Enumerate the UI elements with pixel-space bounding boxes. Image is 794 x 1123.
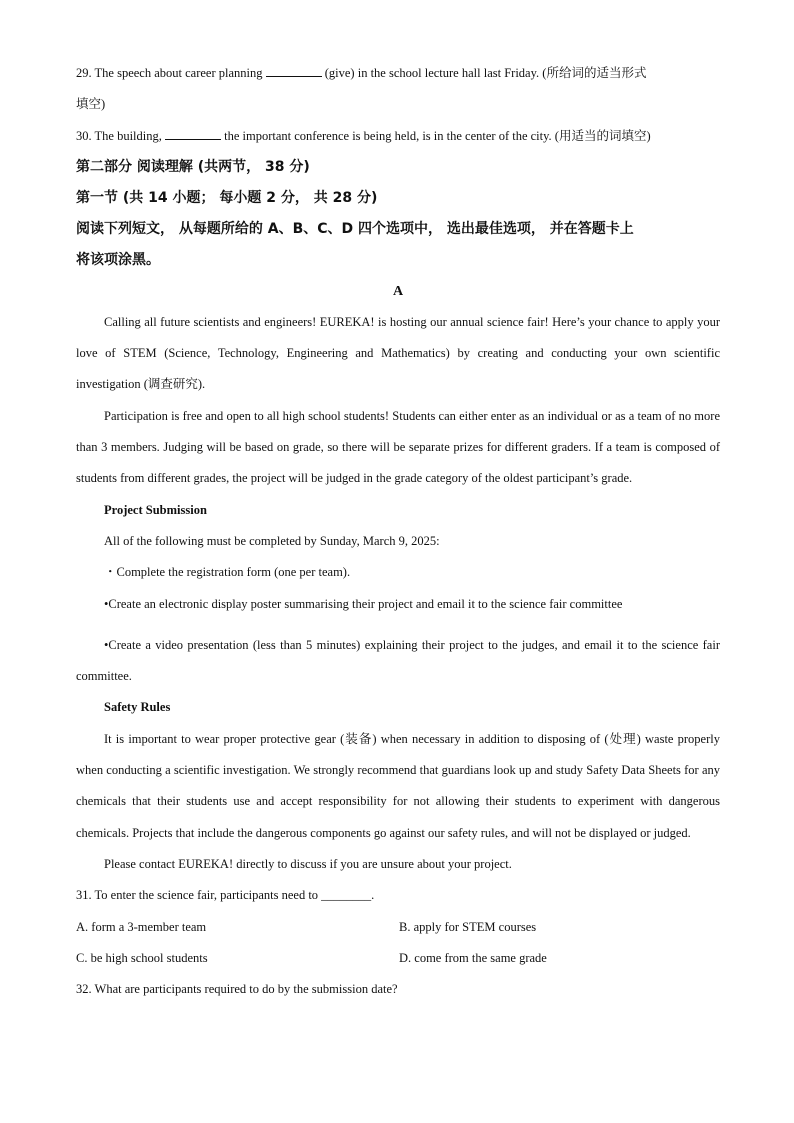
part-heading: 第二部分 阅读理解 (共两节， 38 分)	[76, 158, 310, 175]
paragraph-3: All of the following must be completed by Sunday, March 9, 2025:	[104, 533, 440, 548]
answer-blank[interactable]	[266, 66, 322, 77]
question-31-options-row-2	[76, 943, 720, 974]
question-31-options-row-1	[76, 912, 720, 943]
option-a[interactable]: A. form a 3-member team	[76, 919, 207, 934]
bullet-3: •Create a video presentation (less than 5 minutes) explaining their project to the judges, and email it to the science fair committee.	[76, 637, 720, 684]
q29-prefix: 29. The speech about career planning	[76, 66, 263, 80]
option-b[interactable]: B. apply for STEM courses	[399, 919, 537, 934]
subheading-project-submission: Project Submission	[104, 502, 207, 517]
question-32-stem: 32. What are participants required to do by the submission date?	[76, 982, 398, 997]
bullet-1: ・Complete the registration form (one per team).	[104, 565, 351, 580]
q29-continuation: 填空)	[76, 97, 106, 112]
passage-label: A	[392, 283, 404, 299]
instruction-line-1: 阅读下列短文， 从每题所给的 A、B、C、D 四个选项中， 选出最佳选项， 并在答题卡上	[76, 220, 634, 237]
paragraph-5: Please contact EUREKA! directly to discuss if you are unsure about your project.	[104, 856, 512, 871]
option-c[interactable]: C. be high school students	[76, 950, 208, 965]
option-d[interactable]: D. come from the same grade	[399, 950, 547, 965]
question-29	[76, 58, 720, 89]
q30-suffix: the important conference is being held, is in the center of the city. (用适当的词填空)	[224, 128, 651, 143]
paragraph-2: Participation is free and open to all high school students! Students can either enter as an individual or as a team of no more than 3 members. Judging will be based on grade, so there will be separate prizes for different graders. If a team is composed of students from different grades, the project will be judged in the grade category of the oldest participant’s grade.	[76, 408, 720, 486]
instruction-line-2: 将该项涂黑。	[76, 251, 160, 268]
spacer	[76, 620, 720, 630]
paragraph-1: Calling all future scientists and engineers! EUREKA! is hosting our annual science fair! Here’s your chance to apply your love of STEM (Science, Technology, Engineering and Mathematics) by creating and conducting your own scientific investigation (调查研究).	[76, 314, 720, 392]
q29-suffix: (give) in the school lecture hall last Friday. (所给词的适当形式	[324, 66, 647, 80]
answer-blank[interactable]	[165, 129, 221, 140]
bullet-2: •Create an electronic display poster summarising their project and email it to the science fair committee	[104, 596, 623, 611]
question-30	[76, 121, 720, 152]
paragraph-4: It is important to wear proper protective gear (装备) when necessary in addition to disposing of (处理) waste properly when conducting a scientific investigation. We strongly recommend that guardians look up and study Safety Data Sheets for any chemicals that their students use and accept responsibility for not allowing their students to experiment with dangerous chemicals. Projects that include the dangerous components go against our safety rules, and will not be displayed or judged.	[76, 731, 720, 840]
subheading-safety-rules: Safety Rules	[104, 700, 171, 715]
section-heading: 第一节 (共 14 小题； 每小题 2 分， 共 28 分)	[76, 189, 378, 206]
question-31-stem: 31. To enter the science fair, participants need to ________.	[76, 888, 375, 903]
page	[76, 58, 720, 1005]
q30-prefix: 30. The building,	[76, 128, 162, 143]
